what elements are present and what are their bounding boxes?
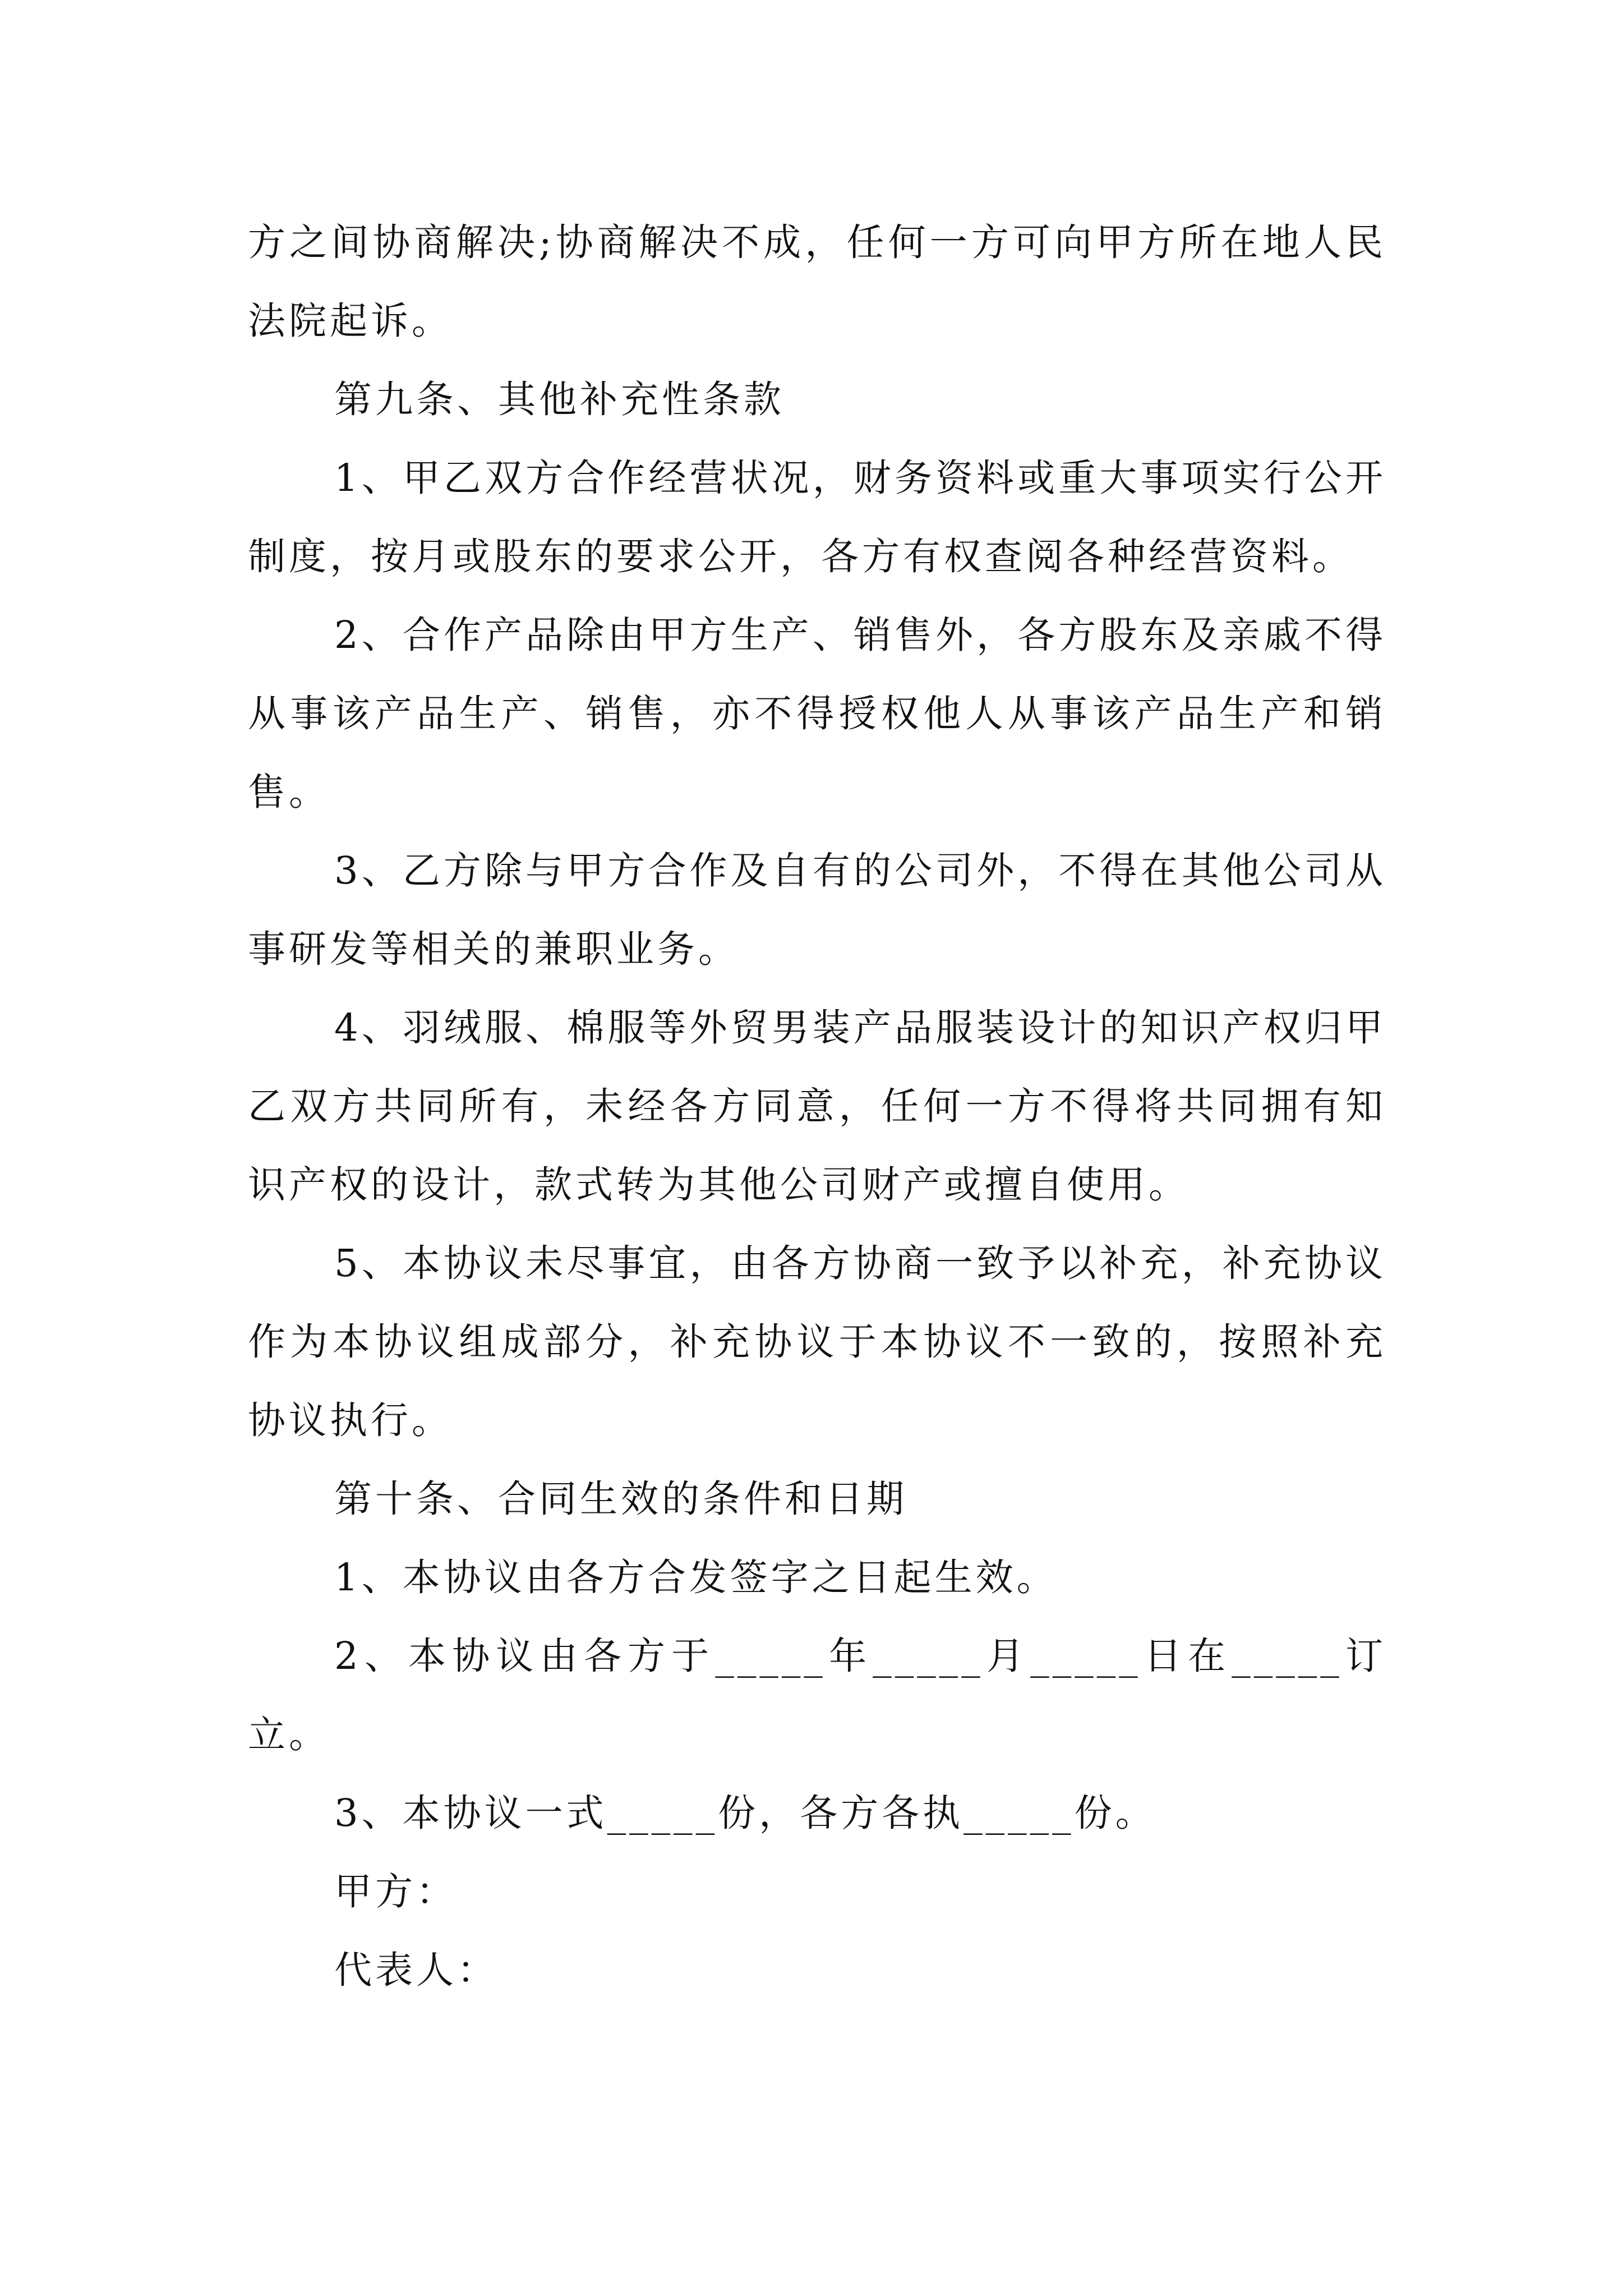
paragraph-10-2: 2、本协议由各方于_____年_____月_____日在_____订立。 bbox=[248, 1634, 1386, 1756]
paragraph-10-1: 1、本协议由各方合发签字之日起生效。 bbox=[334, 1556, 1058, 1599]
paragraph-10-3: 3、本协议一式_____份，各方各执_____份。 bbox=[334, 1791, 1156, 1835]
paragraph-9-5: 5、本协议未尽事宜，由各方协商一致予以补充，补充协议作为本协议组成部分，补充协议于本协议不一致的，按照补充协议执行。 bbox=[248, 1241, 1386, 1442]
paragraph-9-2: 2、合作产品除由甲方生产、销售外，各方股东及亲戚不得从事该产品生产、销售，亦不得授权他人从事该产品生产和销售。 bbox=[248, 613, 1386, 814]
paragraph-9-3: 3、乙方除与甲方合作及自有的公司外，不得在其他公司从事研发等相关的兼职业务。 bbox=[248, 849, 1386, 971]
representative-label: 代表人： bbox=[334, 1948, 498, 1992]
paragraph-9-1: 1、甲乙双方合作经营状况，财务资料或重大事项实行公开制度，按月或股东的要求公开，各方有权查阅各种经营资料。 bbox=[248, 456, 1386, 578]
heading-article-10: 第十条、合同生效的条件和日期 bbox=[334, 1477, 907, 1521]
heading-article-9: 第九条、其他补充性条款 bbox=[334, 378, 785, 421]
document-body bbox=[248, 203, 1386, 2009]
paragraph-9-4: 4、羽绒服、棉服等外贸男装产品服装设计的知识产权归甲乙双方共同所有，未经各方同意，任何一方不得将共同拥有知识产权的设计，款式转为其他公司财产或擅自使用。 bbox=[248, 1006, 1386, 1207]
paragraph-dispute-resolution: 方之间协商解决;协商解决不成，任何一方可向甲方所在地人民法院起诉。 bbox=[248, 220, 1386, 343]
party-a-label: 甲方： bbox=[334, 1870, 457, 1913]
